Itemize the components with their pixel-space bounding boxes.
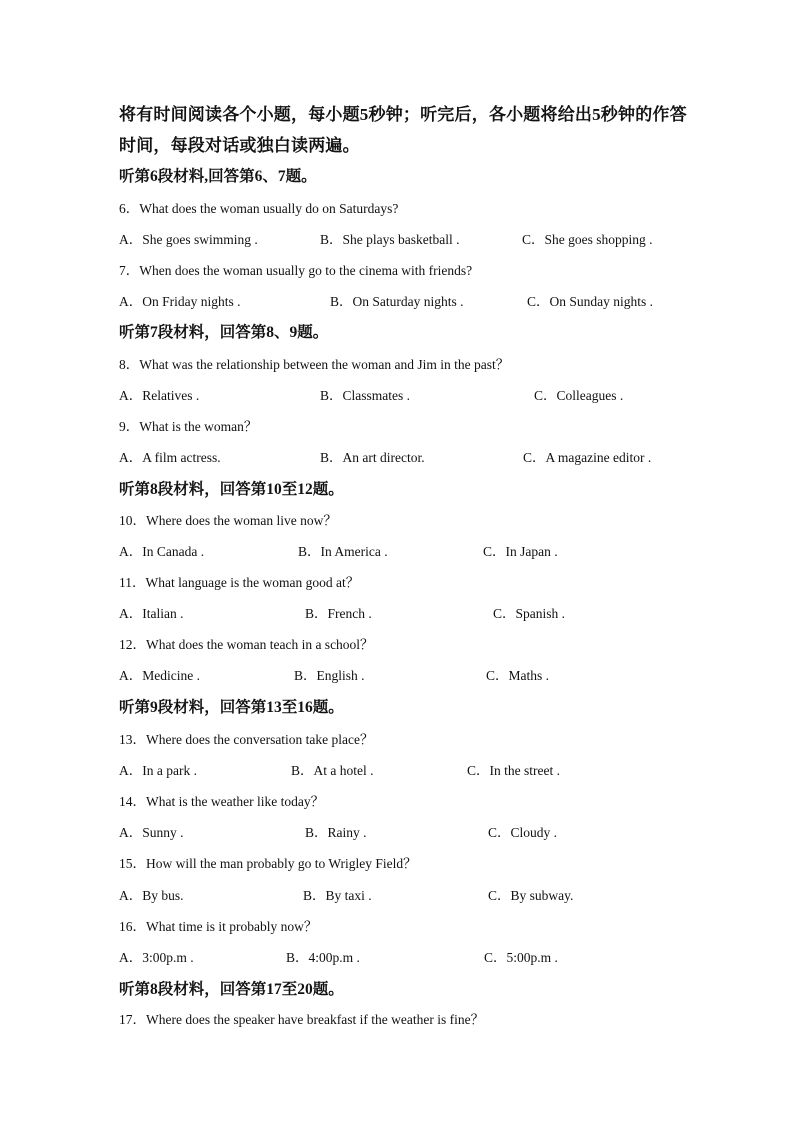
section-heading: 听第6段材料,回答第6、7题。 xyxy=(119,168,317,185)
option-a: A．Relatives . xyxy=(119,388,200,403)
question-text: 6．What does the woman usually do on Saturdays? xyxy=(119,201,399,216)
question-text: 16．What time is it probably now？ xyxy=(119,919,318,934)
option-b: B．She plays basketball . xyxy=(320,232,460,247)
option-c: C．In Japan . xyxy=(483,544,558,559)
option-c: C．On Sunday nights . xyxy=(527,294,654,309)
question-text: 15．How will the man probably go to Wrigley Field？ xyxy=(119,856,417,871)
option-row xyxy=(119,540,679,560)
question-text: 14．What is the weather like today？ xyxy=(119,794,325,809)
option-a: A．By bus. xyxy=(119,888,184,903)
question-text: 10．Where does the woman live now？ xyxy=(119,513,337,528)
option-row xyxy=(119,664,679,684)
option-b: B．Classmates . xyxy=(320,388,410,403)
option-row xyxy=(119,384,679,404)
section-heading: 听第7段材料，回答第8、9题。 xyxy=(119,324,329,341)
option-row xyxy=(119,946,679,966)
option-row xyxy=(119,290,679,310)
option-c: C．In the street . xyxy=(467,763,560,778)
option-row xyxy=(119,602,679,622)
question-text: 8．What was the relationship between the woman and Jim in the past？ xyxy=(119,357,510,372)
option-b: B．At a hotel . xyxy=(291,763,374,778)
option-c: C．5:00p.m . xyxy=(484,950,558,965)
section-heading: 听第8段材料，回答第17至20题。 xyxy=(119,981,344,998)
option-b: B．On Saturday nights . xyxy=(330,294,464,309)
option-b: B．By taxi . xyxy=(303,888,372,903)
option-b: B．An art director. xyxy=(320,450,425,465)
option-row xyxy=(119,759,679,779)
option-c: C．Spanish . xyxy=(493,606,566,621)
question-text: 7．When does the woman usually go to the cinema with friends? xyxy=(119,263,473,278)
question-text: 17．Where does the speaker have breakfast if the weather is fine？ xyxy=(119,1012,485,1027)
option-row xyxy=(119,884,679,904)
option-b: B．Rainy . xyxy=(305,825,367,840)
question-text: 11．What language is the woman good at？ xyxy=(119,575,360,590)
option-c: C．Colleagues . xyxy=(534,388,624,403)
option-a: A．A film actress. xyxy=(119,450,221,465)
section-heading: 听第8段材料，回答第10至12题。 xyxy=(119,481,344,498)
option-a: A．Sunny . xyxy=(119,825,184,840)
option-a: A．3:00p.m . xyxy=(119,950,194,965)
option-b: B．French . xyxy=(305,606,372,621)
option-row xyxy=(119,821,679,841)
option-a: A．She goes swimming . xyxy=(119,232,258,247)
option-a: A．Medicine . xyxy=(119,668,200,683)
question-text: 12．What does the woman teach in a school？ xyxy=(119,637,374,652)
question-text: 13．Where does the conversation take place？ xyxy=(119,732,374,747)
option-c: C．By subway. xyxy=(488,888,574,903)
intro-line-1: 将有时间阅读各个小题，每小题5秒钟；听完后，各小题将给出5秒钟的作答 xyxy=(119,105,687,124)
section-heading: 听第9段材料，回答第13至16题。 xyxy=(119,699,344,716)
option-c: C．A magazine editor . xyxy=(523,450,652,465)
intro-line-2: 时间，每段对话或独白读两遍。 xyxy=(119,136,360,155)
option-row xyxy=(119,228,679,248)
option-c: C．She goes shopping . xyxy=(522,232,653,247)
option-a: A．In a park . xyxy=(119,763,197,778)
option-b: B．In America . xyxy=(298,544,388,559)
option-c: C．Maths . xyxy=(486,668,550,683)
option-b: B．4:00p.m . xyxy=(286,950,360,965)
option-c: C．Cloudy . xyxy=(488,825,558,840)
option-a: A．Italian . xyxy=(119,606,184,621)
option-row xyxy=(119,446,679,466)
option-a: A．On Friday nights . xyxy=(119,294,241,309)
option-a: A．In Canada . xyxy=(119,544,205,559)
option-b: B．English . xyxy=(294,668,365,683)
question-text: 9．What is the woman？ xyxy=(119,419,258,434)
